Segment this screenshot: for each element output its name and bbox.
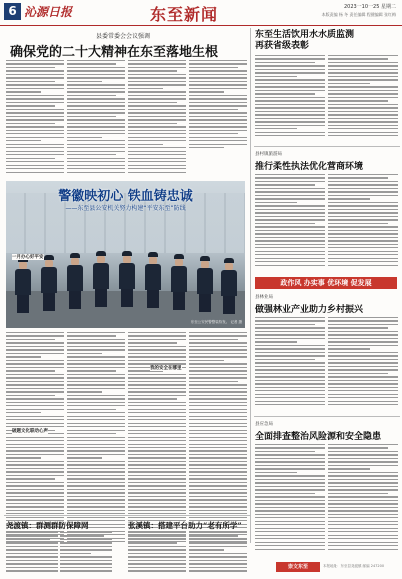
- right-top-headline: 东至生活饮用水水质监测 再获省级表彰: [255, 30, 355, 51]
- divider-right-2: [254, 416, 400, 417]
- bottom-left-headline: 尧渡镇：群测群防保障网: [6, 521, 89, 530]
- lead-body-col1: [6, 60, 64, 178]
- right-top-body-col1: [255, 55, 325, 141]
- right-mid-body-col1: [255, 174, 325, 272]
- right-bottom-body-col1: [255, 444, 325, 556]
- bottom-left-body-col1: [6, 532, 58, 576]
- subhead-1: 一月办心好平安: [12, 255, 44, 260]
- lead-body-col3: [128, 60, 186, 178]
- footer-banner: 崇文东至: [276, 562, 320, 572]
- right-lower-body-col1: [255, 317, 325, 412]
- lead-headline: 确保党的二十大精神在东至落地生根: [10, 45, 219, 60]
- issue-editors: 本版责编 杨 冬 责任编辑 程健编辑 张红梅: [321, 12, 396, 17]
- lead-body-col2: [67, 60, 125, 178]
- right-mid-kicker: 县村镇旅游局: [255, 152, 282, 157]
- divider-right-1: [254, 146, 400, 147]
- photo-caption: 东至公安民警整装待发。 记者 摄: [190, 320, 242, 324]
- masthead: [0, 0, 402, 26]
- slogan-banner: 政作风 办实事 优环境 促发展: [255, 277, 397, 289]
- photo-story-headline: 警徽映初心 铁血铸忠诚: [58, 189, 193, 204]
- right-mid-headline: 推行柔性执法优化营商环境: [255, 162, 364, 172]
- right-lower-body-col2: [328, 317, 398, 412]
- right-lower-headline: 做强林业产业助力乡村振兴: [255, 305, 364, 315]
- lead-body-col4: [189, 60, 247, 178]
- page-number: 6: [4, 3, 21, 20]
- photo-story-subtitle: ——东至县公安机关努力构建“平安东至”防线: [65, 205, 186, 212]
- photo-story-body-col1: [6, 332, 64, 544]
- right-bottom-kicker: 县应急局: [255, 422, 273, 427]
- right-bottom-headline: 全面排查整治风险源和安全隐患: [255, 432, 382, 442]
- bottom-mid-body-col1: [128, 532, 186, 576]
- lead-kicker: 县委常委会会议强调: [96, 33, 151, 40]
- column-divider: [250, 28, 251, 543]
- right-mid-body-col2: [328, 174, 398, 272]
- bottom-mid-headline: 张溪镇：搭建平台助力“老有所学”: [128, 521, 242, 530]
- subhead-3: 我的安全在哪里: [150, 366, 182, 371]
- bottom-mid-body-col2: [189, 532, 247, 576]
- subhead-2: 破题文化联动心声: [12, 429, 48, 434]
- bottom-left-body-col2: [60, 532, 112, 576]
- newspaper-logo: 沁源日报: [24, 5, 73, 19]
- right-lower-kicker: 县林业局: [255, 295, 273, 300]
- footer-note: 本报地址：东至县尧渡镇 邮编 247200: [323, 564, 385, 568]
- right-top-body-col2: [328, 55, 398, 141]
- section-title: 东至新闻: [150, 5, 219, 24]
- photo-story-body-col4: [189, 332, 247, 544]
- divider-bottom: [4, 515, 250, 516]
- right-bottom-body-col2: [328, 444, 398, 556]
- issue-date: 2023一10一25 星期二: [343, 4, 396, 10]
- photo-story-body-col3: [128, 332, 186, 544]
- photo-story-body-col2: [67, 332, 125, 544]
